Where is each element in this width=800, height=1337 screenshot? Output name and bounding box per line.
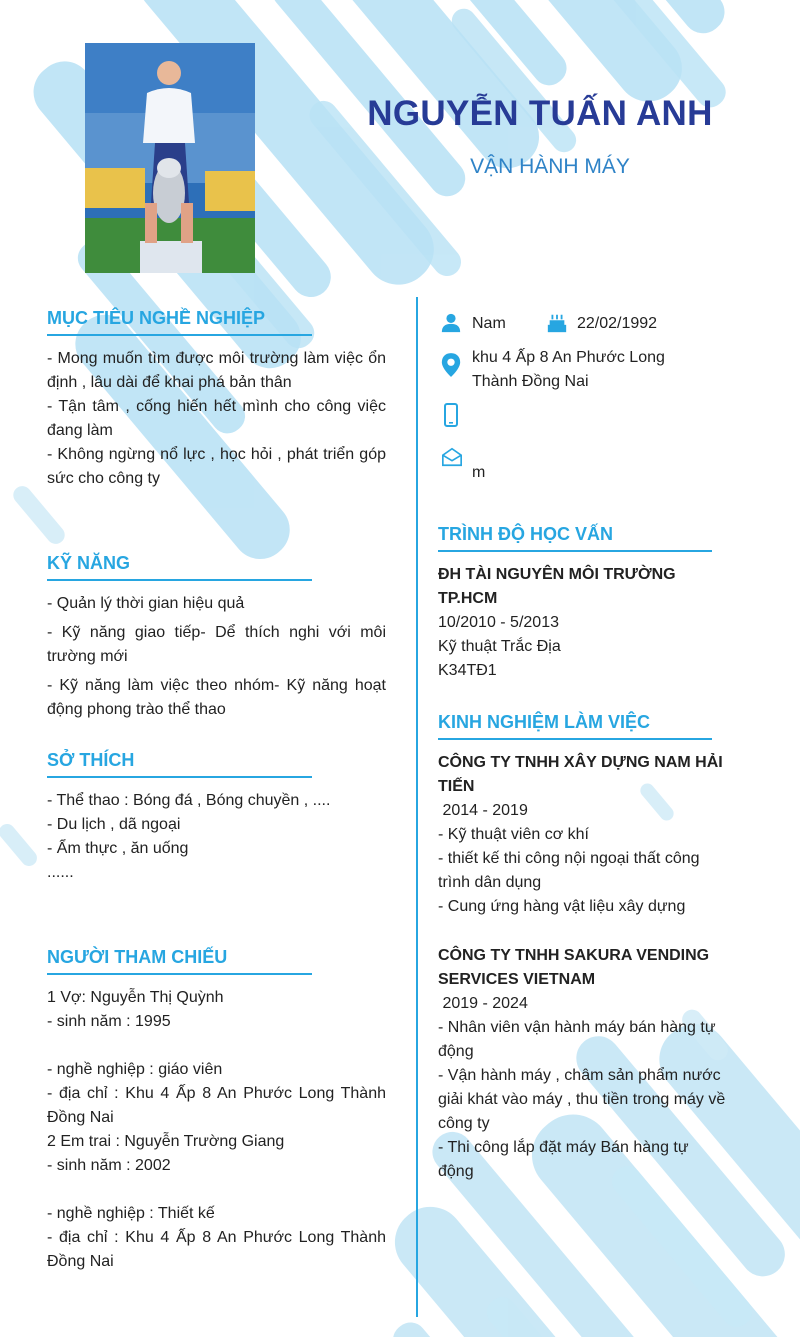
skills-section: [47, 553, 386, 722]
column-divider: [416, 297, 418, 1317]
reference-address: - địa chỉ : Khu 4 Ấp 8 An Phước Long Thành Đồng Nai: [47, 1229, 386, 1270]
address-row: [440, 346, 720, 394]
birthday-value: 22/02/1992: [577, 315, 658, 332]
education-major: Kỹ thuật Trắc Địa: [438, 638, 561, 655]
section-title: TRÌNH ĐỘ HỌC VẤN: [438, 524, 712, 552]
job-period: 2019 - 2024: [438, 995, 528, 1012]
reference-job: - nghề nghiệp : giáo viên: [47, 1061, 223, 1078]
section-title: NGƯỜI THAM CHIẾU: [47, 947, 312, 975]
reference-address: - địa chỉ : Khu 4 Ấp 8 An Phước Long Thành Đồng Nai: [47, 1085, 386, 1126]
education-section: [438, 524, 728, 683]
reference-name: 1 Vợ: Nguyễn Thị Quỳnh: [47, 989, 224, 1006]
job-duty: - Thi công lắp đặt máy Bán hàng tự động: [438, 1139, 689, 1180]
skill-item: - Quản lý thời gian hiệu quả: [47, 595, 245, 612]
job-period: 2014 - 2019: [438, 802, 528, 819]
section-title: KỸ NĂNG: [47, 553, 312, 581]
reference-birth: - sinh năm : 2002: [47, 1157, 171, 1174]
hobby-line: - Du lịch , dã ngoại: [47, 816, 181, 833]
profile-photo: [85, 43, 255, 273]
job-title: VẬN HÀNH MÁY: [470, 155, 630, 178]
cake-icon: [546, 312, 570, 336]
location-pin-icon: [440, 352, 464, 376]
objective-line: - Mong muốn tìm được môi trường làm việc ổn định , lâu dài để khai phá bản thân: [47, 350, 386, 391]
objective-line: - Không ngừng nổ lực , học hỏi , phát triển góp sức cho công ty: [47, 446, 386, 487]
hobby-line: - Thể thao : Bóng đá , Bóng chuyền , ....: [47, 792, 331, 809]
skill-item: - Kỹ năng làm việc theo nhóm- Kỹ năng hoạt động phong trào thể thao: [47, 677, 386, 718]
email-value: m: [472, 464, 486, 481]
job-duty: - Cung ứng hàng vật liệu xây dựng: [438, 898, 686, 915]
reference-birth: - sinh năm : 1995: [47, 1013, 171, 1030]
section-title: MỤC TIÊU NGHỀ NGHIỆP: [47, 308, 312, 336]
reference-name: 2 Em trai : Nguyễn Trường Giang: [47, 1133, 285, 1150]
hobby-line: ......: [47, 864, 74, 881]
job-duty: - Vận hành máy , châm sản phẩm nước giải khát vào máy , thu tiền trong máy về công ty: [438, 1067, 726, 1132]
objective-line: - Tận tâm , cống hiến hết mình cho công việc đang làm: [47, 398, 386, 439]
birthday-row: [546, 312, 657, 336]
email-icon: [441, 446, 465, 470]
career-objective-section: [47, 308, 386, 491]
company-name: CÔNG TY TNHH SAKURA VENDING SERVICES VIETNAM: [438, 947, 710, 988]
hobbies-section: [47, 750, 386, 885]
reference-job: - nghề nghiệp : Thiết kế: [47, 1205, 215, 1222]
job-duty: - thiết kế thi công nội ngoại thất công trình dân dụng: [438, 850, 700, 891]
person-icon: [440, 312, 464, 336]
references-section: [47, 947, 386, 1274]
address-line: Thành Đồng Nai: [472, 373, 589, 390]
phone-row: [441, 403, 473, 427]
section-title: KINH NGHIỆM LÀM VIỆC: [438, 712, 712, 740]
hobby-line: - Ẩm thực , ăn uống: [47, 840, 189, 857]
candidate-name: NGUYỄN TUẤN ANH: [367, 94, 713, 133]
experience-section: [438, 712, 728, 1184]
company-name: CÔNG TY TNHH XÂY DỰNG NAM HẢI TIẾN: [438, 754, 723, 795]
gender-row: [440, 312, 506, 336]
section-title: SỞ THÍCH: [47, 750, 312, 778]
school-name: ĐH TÀI NGUYÊN MÔI TRƯỜNG TP.HCM: [438, 566, 676, 607]
phone-icon: [441, 403, 465, 427]
job-duty: - Kỹ thuật viên cơ khí: [438, 826, 589, 843]
gender-value: Nam: [472, 315, 506, 332]
address-line: khu 4 Ấp 8 An Phước Long: [472, 349, 665, 366]
education-class: K34TĐ1: [438, 662, 497, 679]
email-row: [441, 446, 485, 485]
education-period: 10/2010 - 5/2013: [438, 614, 559, 631]
job-duty: - Nhân viên vận hành máy bán hàng tự động: [438, 1019, 716, 1060]
skill-item: - Kỹ năng giao tiếp- Dể thích nghi với môi trường mới: [47, 624, 386, 665]
